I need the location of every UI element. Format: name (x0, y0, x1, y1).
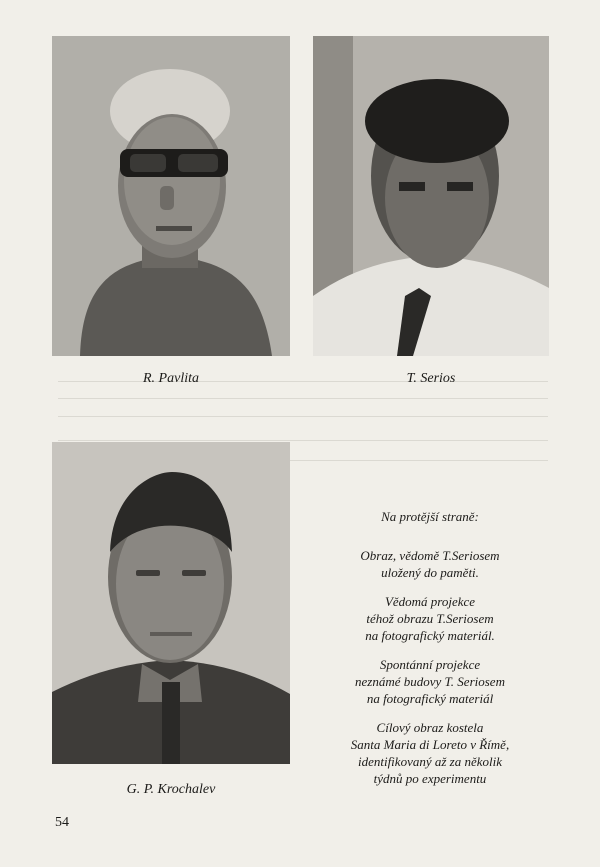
note-line: uložený do paměti. (381, 565, 479, 580)
note-line: Cílový obraz kostela (376, 720, 484, 735)
note-item (312, 547, 548, 581)
show-through-line (58, 440, 548, 441)
note-line: na fotografický materiál (366, 691, 494, 706)
caption-serios: T. Serios (406, 371, 456, 386)
note-item (312, 719, 548, 787)
note-line: Spontánní projekce (379, 657, 481, 672)
photo-pavlita (52, 36, 290, 356)
note-line: na fotografický materiál. (365, 628, 495, 643)
note-item (312, 593, 548, 644)
facing-page-notes (312, 508, 548, 787)
photo-krochalev (52, 442, 290, 764)
note-line: Obraz, vědomě T.Seriosem (360, 548, 500, 563)
show-through-line (58, 398, 548, 399)
note-line: Vědomá projekce (384, 594, 476, 609)
page-number: 54 (55, 815, 69, 830)
note-line: téhož obrazu T.Seriosem (366, 611, 494, 626)
note-line: Santa Maria di Loreto v Římě, (350, 737, 510, 752)
note-line: týdnů po experimentu (373, 771, 487, 786)
note-line: identifikovaný až za několik (357, 754, 503, 769)
note-line: neznámé budovy T. Seriosem (355, 674, 505, 689)
photo-serios (313, 36, 549, 356)
caption-pavlita: R. Pavlita (143, 371, 199, 386)
notes-heading: Na protější straně: (381, 509, 479, 524)
note-item (312, 656, 548, 707)
show-through-line (58, 416, 548, 417)
caption-krochalev: G. P. Krochalev (126, 782, 216, 797)
